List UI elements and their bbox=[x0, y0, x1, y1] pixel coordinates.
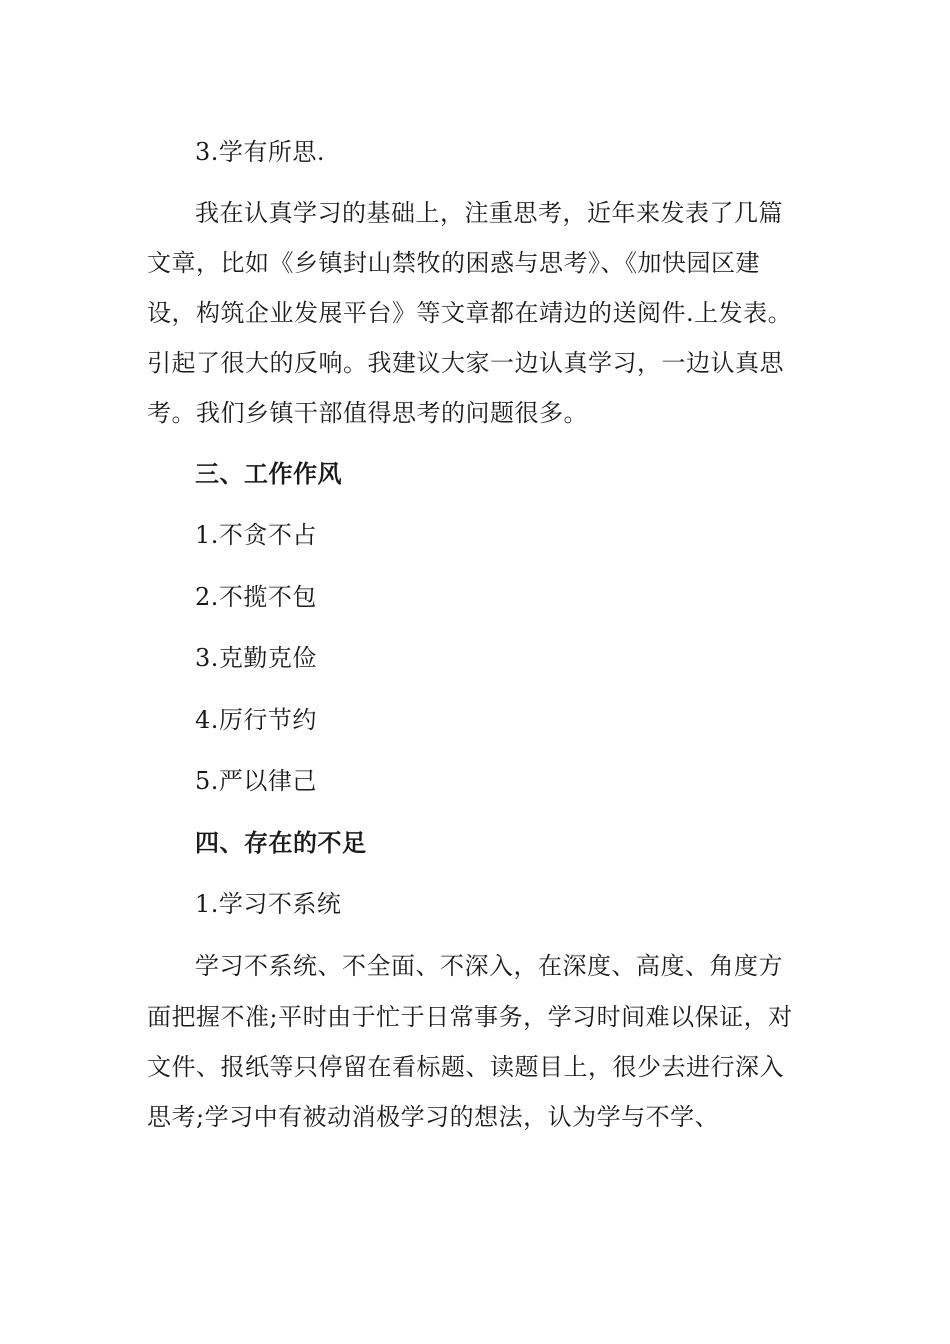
list-item: 2.不揽不包 bbox=[195, 583, 317, 611]
item-learn-think: 3.学有所思. bbox=[195, 138, 326, 166]
paragraph-line: 引起了很大的反响。我建议大家一边认真学习，一边认真思 bbox=[147, 349, 784, 377]
paragraph-line: 考。我们乡镇干部值得思考的问题很多。 bbox=[147, 399, 588, 427]
list-item: 5.严以律己 bbox=[195, 767, 317, 795]
list-item: 1.不贪不占 bbox=[195, 521, 317, 549]
list-item: 1.学习不系统 bbox=[195, 890, 342, 918]
section-heading-work-style: 三、工作作风 bbox=[195, 459, 342, 488]
paragraph-line: 文章，比如《乡镇封山禁牧的困惑与思考》、《加快园区建 bbox=[147, 249, 760, 277]
paragraph-line: 学习不系统、不全面、不深入，在深度、高度、角度方 bbox=[195, 952, 783, 980]
list-item: 4.厉行节约 bbox=[195, 706, 317, 734]
section-heading-shortcomings: 四、存在的不足 bbox=[195, 828, 367, 857]
paragraph-line: 我在认真学习的基础上，注重思考，近年来发表了几篇 bbox=[195, 199, 783, 227]
paragraph-line: 文件、报纸等只停留在看标题、读题目上，很少去进行深入 bbox=[147, 1053, 784, 1081]
list-item: 3.克勤克俭 bbox=[195, 644, 317, 672]
paragraph-line: 面把握不准;平时由于忙于日常事务，学习时间难以保证，对 bbox=[147, 1003, 793, 1031]
paragraph-line: 设，构筑企业发展平台》等文章都在靖边的送阅件.上发表。 bbox=[147, 299, 793, 327]
paragraph-line: 思考;学习中有被动消极学习的想法，认为学与不学、 bbox=[147, 1103, 720, 1131]
